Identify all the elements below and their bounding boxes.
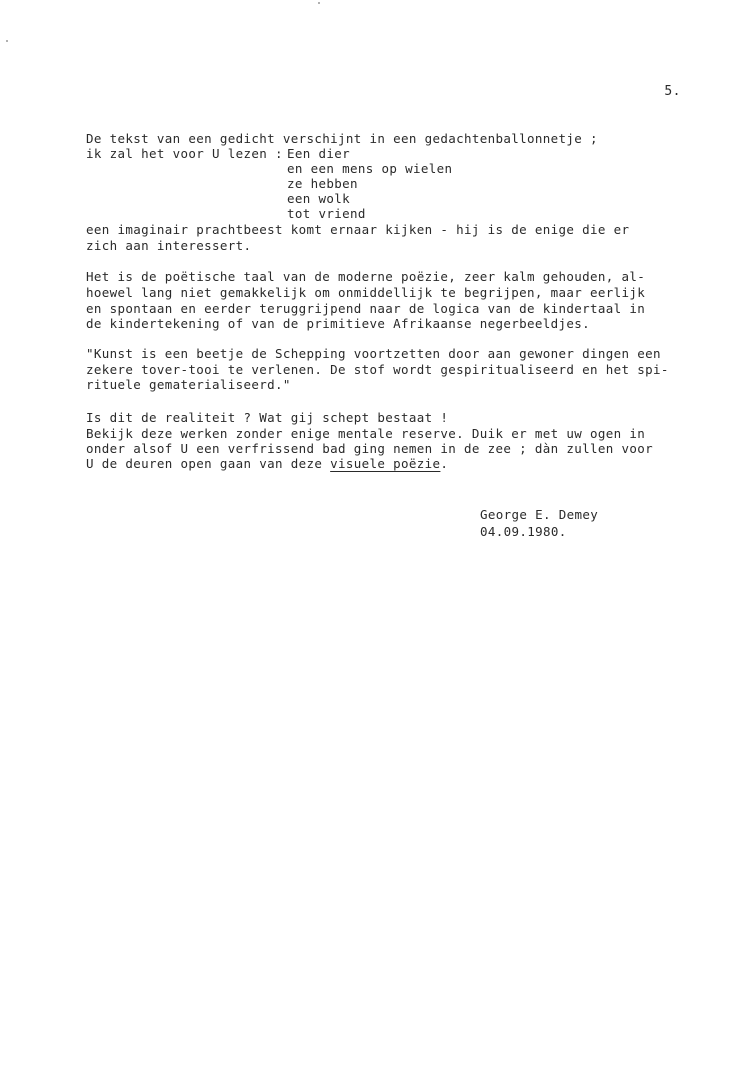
text-line: een imaginair prachtbeest komt ernaar kijken - hij is de enige die er	[86, 222, 630, 237]
text-line: Bekijk deze werken zonder enige mentale reserve. Duik er met uw ogen in	[86, 426, 646, 441]
text-line: onder alsof U een verfrissend bad ging nemen in de zee ; dàn zullen voor	[86, 441, 654, 456]
text-segment: U de deuren open gaan van deze	[86, 456, 331, 471]
text-line: en spontaan en eerder teruggrijpend naar de logica van de kindertaal in	[86, 301, 646, 316]
signature-name: George E. Demey	[480, 507, 599, 522]
quote-line: zekere tover-tooi te verlenen. De stof wordt gespiritualiseerd en het spi-	[86, 362, 669, 377]
poem-line: tot vriend	[287, 206, 366, 221]
text-line	[86, 456, 448, 471]
text-line: de kindertekening of van de primitieve Afrikaanse negerbeeldjes.	[86, 316, 591, 331]
text-line: ik zal het voor U lezen :	[86, 146, 291, 161]
poem-line: een wolk	[287, 191, 351, 206]
poem-line: Een dier	[287, 146, 351, 161]
quote-line: rituele gematerialiseerd."	[86, 377, 291, 392]
signature-date: 04.09.1980.	[480, 524, 567, 539]
text-line: hoewel lang niet gemakkelijk om onmiddellijk te begrijpen, maar eerlijk	[86, 285, 646, 300]
underlined-phrase: visuele poëzie	[330, 456, 441, 471]
scan-speck	[318, 2, 320, 4]
text-line: Het is de poëtische taal van de moderne poëzie, zeer kalm gehouden, al-	[86, 269, 646, 284]
page-number: 5.	[664, 84, 681, 99]
scan-speck	[6, 40, 8, 42]
quote-line: "Kunst is een beetje de Schepping voortzetten door aan gewoner dingen een	[86, 346, 661, 361]
poem-line: en een mens op wielen	[287, 161, 453, 176]
text-line: De tekst van een gedicht verschijnt in een gedachtenballonnetje ;	[86, 131, 598, 146]
text-line: zich aan interessert.	[86, 238, 252, 253]
poem-line: ze hebben	[287, 176, 358, 191]
text-segment: .	[440, 456, 449, 471]
text-line: Is dit de realiteit ? Wat gij schept bestaat !	[86, 410, 449, 425]
